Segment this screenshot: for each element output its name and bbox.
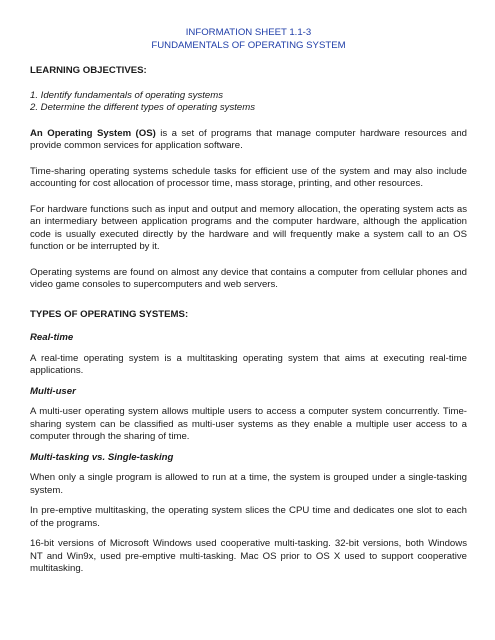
realtime-heading: Real-time [30, 332, 74, 343]
windows-versions-paragraph: 16-bit versions of Microsoft Windows used cooperative multi-tasking. 32-bit versions, both Windows NT and Win9x, used pre-emptive multi-tasking. Mac OS prior to OS X used to support cooperative multitasking. [30, 538, 467, 574]
multiuser-paragraph: A multi-user operating system allows multiple users to access a computer system concurrently. Time-sharing system can be classified as multi-user systems as they enable a multiple user access to a computer through the sharing of time. [30, 406, 467, 442]
document-page [30, 27, 467, 576]
definition-text: is a set of programs that manage computer hardware resources and provide common services for application software. [30, 127, 467, 151]
preemptive-paragraph: In pre-emptive multitasking, the operating system slices the CPU time and dedicates one slot to each of the programs. [30, 505, 467, 529]
objectives-list [30, 90, 467, 115]
realtime-paragraph: A real-time operating system is a multitasking operating system that aims at executing real-time applications. [30, 352, 467, 376]
multitasking-heading: Multi-tasking vs. Single-tasking [30, 451, 174, 463]
multiuser-heading: Multi-user [30, 385, 76, 397]
hardware-paragraph: For hardware functions such as input and output and memory allocation, the operating system acts as an intermediary between application programs and the computer hardware, although the application code is usually executed directly by the hardware and will frequently make a system call to an OS function or be interrupted by it. [30, 203, 467, 252]
types-heading: TYPES OF OPERATING SYSTEMS: [30, 308, 189, 320]
objective-item-1: 1. Identify fundamentals of operating systems [30, 89, 224, 101]
devices-paragraph: Operating systems are found on almost any device that contains a computer from cellular phones and video game consoles to supercomputers and web servers. [30, 266, 467, 290]
learning-objectives-heading: LEARNING OBJECTIVES: [30, 65, 147, 76]
title-line-1: INFORMATION SHEET 1.1-3 [185, 27, 312, 38]
document-title [30, 27, 467, 52]
time-sharing-paragraph: Time-sharing operating systems schedule tasks for efficient use of the system and may also include accounting for cost allocation of processor time, mass storage, printing, and other resources. [30, 165, 467, 189]
definition-term: An Operating System (OS) [30, 127, 156, 139]
objective-item-2: 2. Determine the different types of operating systems [30, 102, 256, 113]
title-line-2: FUNDAMENTALS OF OPERATING SYSTEM [151, 39, 346, 51]
definition-paragraph [30, 128, 467, 153]
single-tasking-paragraph: When only a single program is allowed to run at a time, the system is grouped under a single-tasking system. [30, 472, 467, 496]
